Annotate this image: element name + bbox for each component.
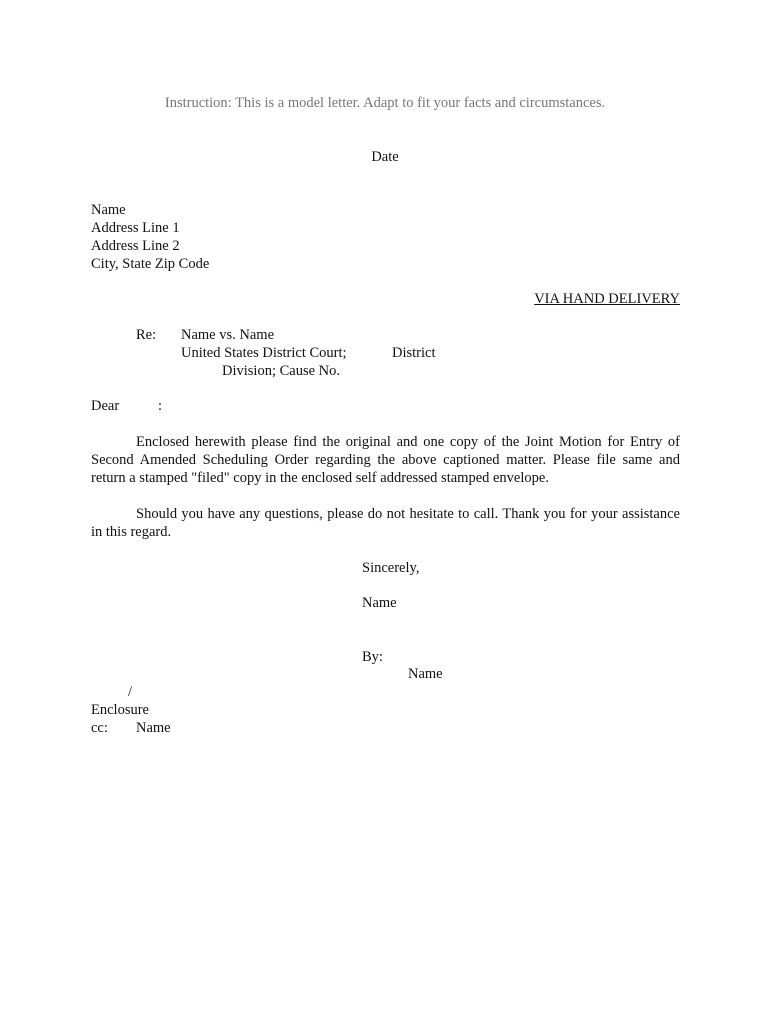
- recipient-name: Name: [91, 202, 126, 218]
- re-court: United States District Court;: [181, 345, 347, 361]
- instruction-line: Instruction: This is a model letter. Adapt to fit your facts and circumstances.: [164, 95, 606, 111]
- body-paragraph-2: [91, 505, 680, 541]
- body-paragraph-1-text: Enclosed herewith please find the original and one copy of the Joint Motion for Entry of Second Amended Scheduling Order regarding the above captioned matter. Please file same and return a stamped "filed" copy in the enclosed self addressed stamped envelope.: [91, 434, 680, 486]
- closing-firm-name: Name: [362, 595, 397, 611]
- salutation-colon: :: [158, 398, 163, 414]
- enclosure-label: Enclosure: [91, 702, 149, 718]
- recipient-city-state-zip: City, State Zip Code: [91, 256, 210, 272]
- closing-by-label: By:: [362, 649, 383, 665]
- re-label: Re:: [136, 327, 157, 343]
- letter-date: Date: [371, 149, 399, 165]
- re-case-name: Name vs. Name: [181, 327, 275, 343]
- cc-label: cc:: [91, 720, 108, 736]
- re-district: District: [392, 345, 436, 361]
- salutation-dear: Dear: [91, 398, 120, 414]
- recipient-address-line-2: Address Line 2: [91, 238, 180, 254]
- body-paragraph-2-text: Should you have any questions, please do not hesitate to call. Thank you for your assistance in this regard.: [91, 506, 680, 540]
- re-division-cause: Division; Cause No.: [222, 363, 341, 379]
- closing-signer-name: Name: [408, 666, 443, 682]
- body-paragraph-1: [91, 433, 680, 487]
- initials-slash: /: [128, 684, 133, 700]
- closing-sincerely: Sincerely,: [362, 560, 420, 576]
- delivery-method: VIA HAND DELIVERY: [534, 291, 680, 307]
- recipient-address-line-1: Address Line 1: [91, 220, 180, 236]
- cc-name: Name: [136, 720, 171, 736]
